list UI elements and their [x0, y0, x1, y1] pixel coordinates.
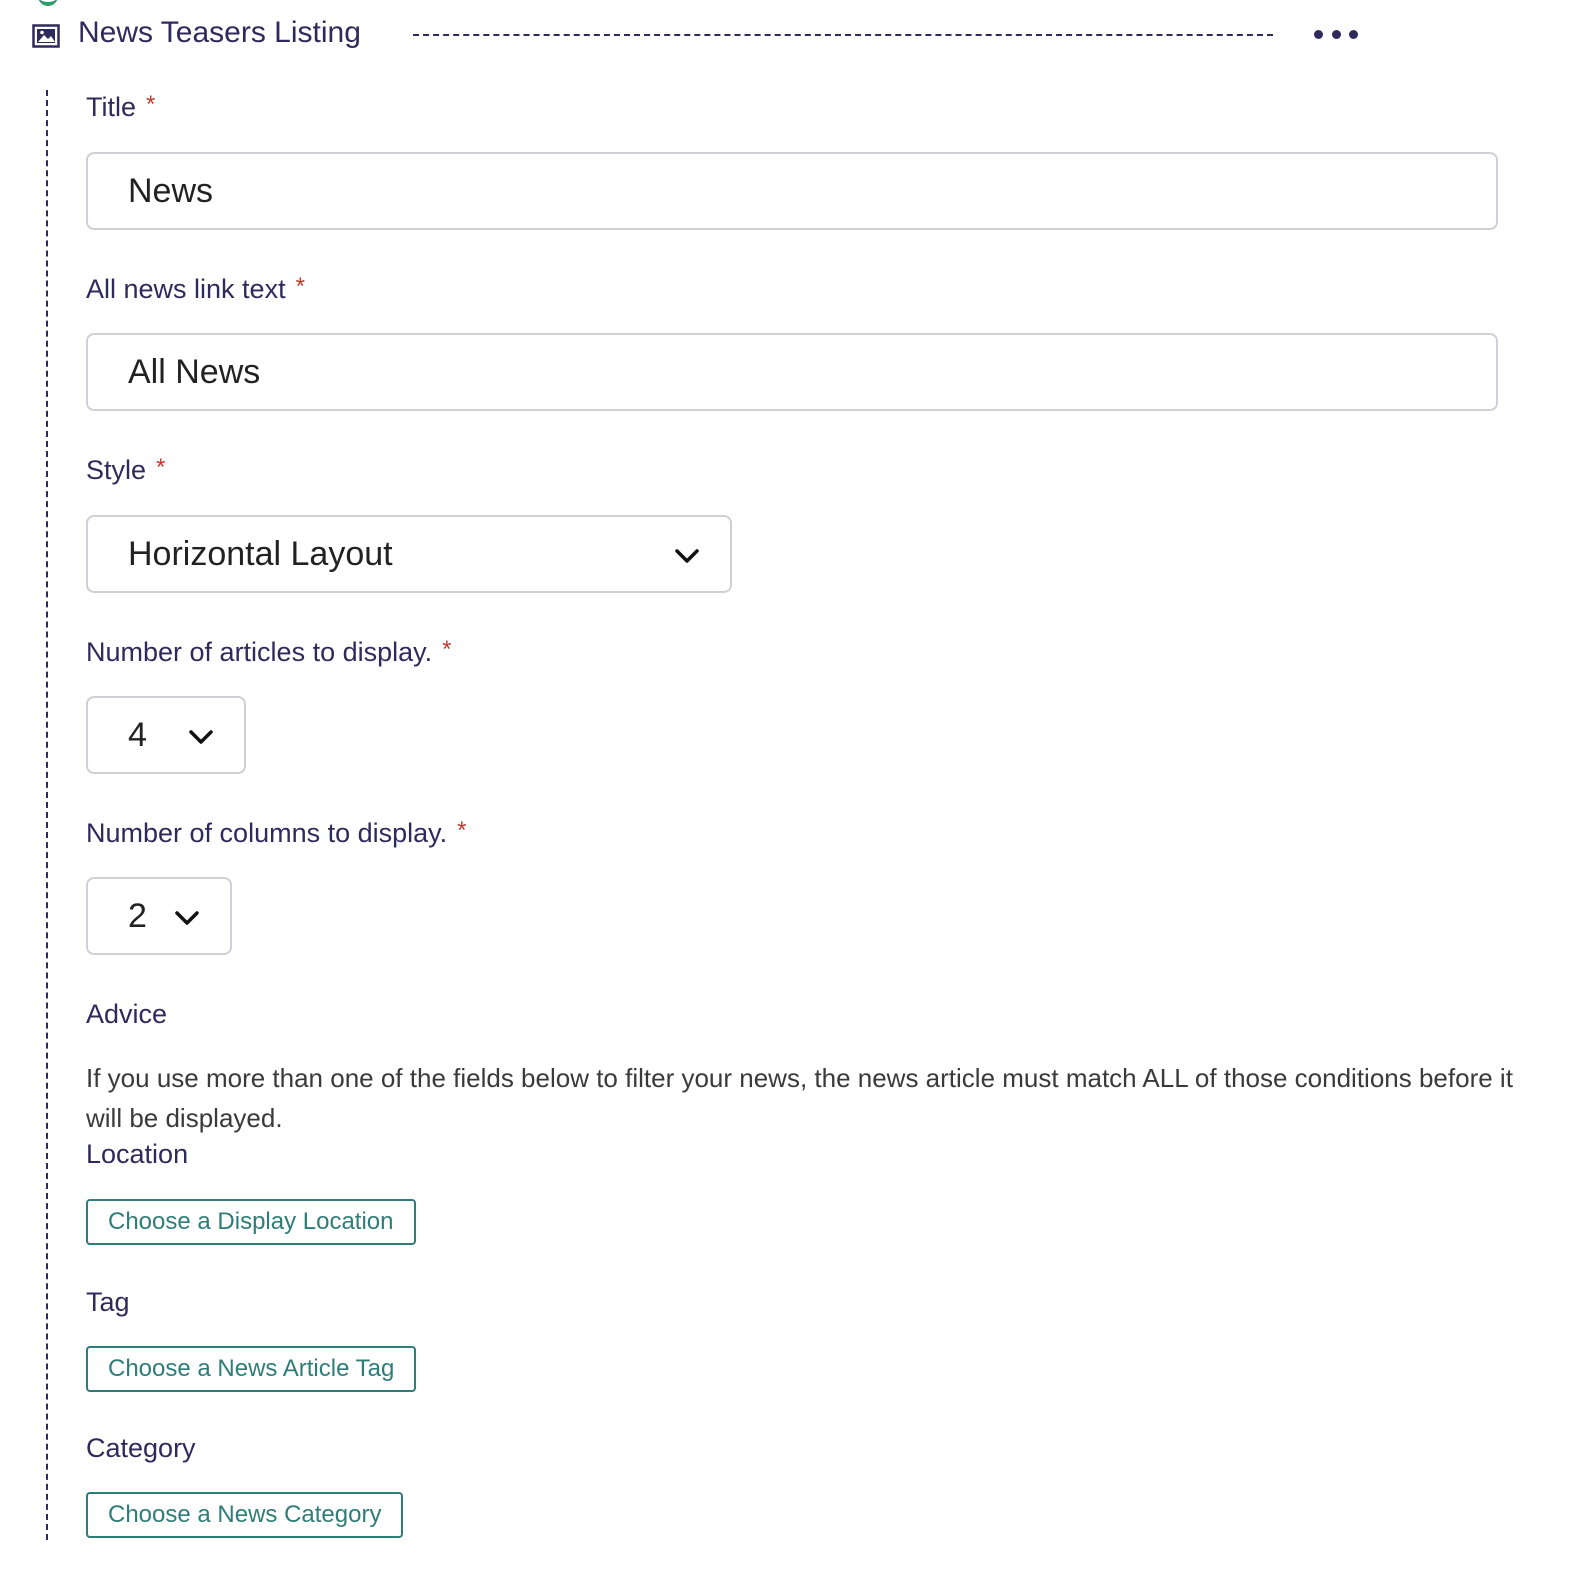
columns-label: Number of columns to display. *	[86, 817, 467, 848]
collapse-indicator	[38, 0, 58, 6]
category-label: Category	[86, 1433, 196, 1463]
advice-text: If you use more than one of the fields below to filter your news, the news article must match ALL of those conditions before it will be displayed.	[86, 1063, 1513, 1133]
required-marker: *	[442, 636, 452, 663]
columns-select-value: 2	[128, 897, 147, 935]
title-input[interactable]	[86, 152, 1498, 230]
location-label: Location	[86, 1139, 189, 1169]
nesting-rule	[46, 90, 48, 1540]
articles-label: Number of articles to display. *	[86, 636, 452, 667]
columns-select[interactable]	[86, 877, 232, 955]
required-marker: *	[156, 454, 166, 481]
required-marker: *	[295, 273, 305, 300]
articles-select[interactable]	[86, 696, 246, 774]
style-select-value: Horizontal Layout	[128, 535, 393, 573]
title-label: Title *	[86, 91, 156, 122]
block-title: News Teasers Listing	[78, 16, 361, 49]
image-icon	[32, 24, 60, 48]
advice-label: Advice	[86, 999, 168, 1029]
choose-location-button[interactable]: Choose a Display Location	[86, 1199, 416, 1245]
ellipsis-icon[interactable]	[1314, 20, 1358, 48]
chevron-down-icon	[174, 905, 200, 931]
required-marker: *	[457, 817, 467, 844]
style-select[interactable]	[86, 515, 732, 593]
choose-tag-button[interactable]: Choose a News Article Tag	[86, 1346, 416, 1392]
style-label: Style *	[86, 454, 166, 485]
required-marker: *	[146, 91, 156, 118]
choose-category-button[interactable]: Choose a News Category	[86, 1492, 403, 1538]
tag-label: Tag	[86, 1287, 130, 1317]
link-text-input[interactable]	[86, 333, 1498, 411]
block-header	[30, 10, 1380, 60]
chevron-down-icon	[188, 724, 214, 750]
link-text-label: All news link text *	[86, 273, 305, 304]
header-divider	[413, 34, 1273, 36]
chevron-down-icon	[674, 543, 700, 569]
articles-select-value: 4	[128, 716, 147, 754]
